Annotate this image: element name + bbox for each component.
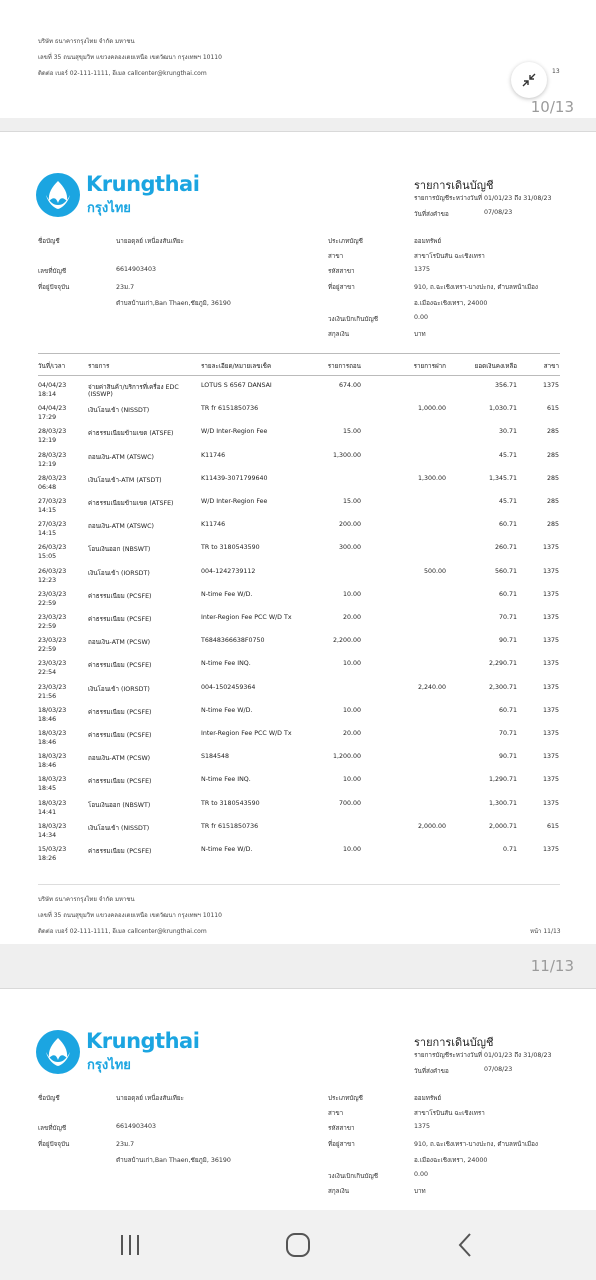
row-branch: 1375 [542, 590, 559, 598]
row-withdrawal: 10.00 [342, 846, 361, 853]
row-withdrawal: 200.00 [338, 521, 361, 529]
address-line1: 23ม.7 [116, 284, 135, 291]
row-branch: 285 [546, 451, 559, 459]
row-detail: TR to 3180543590 [201, 544, 260, 552]
row-balance: 2,000.71 [488, 822, 517, 830]
row-time: 17:29 [38, 414, 57, 422]
row-description: โอนเงินออก (NBSWT) [88, 801, 151, 809]
footer-contact: ติดต่อ เบอร์ 02-111-1111, อีเมล callcenter@krungthai.com [38, 70, 207, 77]
branch-address-label: ที่อยู่สาขา [328, 1141, 355, 1148]
collapse-arrows-icon [511, 62, 547, 98]
row-description: ค่าธรรมเนียม (PCSFE) [88, 778, 152, 786]
branch-address-line1: 910, ถ.ฉะเชิงเทรา-บางปะกง, ตำบลหน้าเมือง [414, 284, 539, 291]
row-withdrawal: 15.00 [342, 428, 361, 436]
row-withdrawal: 700.00 [338, 799, 361, 807]
account-type-value: ออมทรัพย์ [414, 1095, 442, 1102]
row-time: 22:59 [38, 623, 57, 630]
table-header-cell: สาขา [543, 363, 559, 370]
row-detail: TR fr 6151850736 [201, 405, 259, 413]
row-time: 18:46 [38, 715, 57, 723]
branch-code-label: รหัสสาขา [328, 268, 355, 275]
address-line2: ตำบลบ้านเก่า,Ban Thaen,ชัยภูมิ, 36190 [116, 1157, 231, 1164]
row-withdrawal: 10.00 [342, 706, 361, 714]
home-icon [280, 1230, 316, 1260]
logo-text-th: กรุงไทย [87, 1058, 131, 1073]
row-detail: N-time Fee INQ. [201, 660, 251, 668]
row-description: เงินโอนเข้า (IORSDT) [88, 569, 150, 577]
row-withdrawal: 15.00 [342, 498, 361, 505]
logo-text-en: Krungthai [86, 1029, 200, 1053]
statement-title: รายการเดินบัญชี [414, 1036, 494, 1049]
row-branch: 615 [546, 405, 559, 413]
footer-address: เลขที่ 35 ถนนสุขุมวิท แขวงคลองเตยเหนือ เขตวัฒนา กรุงเทพฯ 10110 [38, 912, 222, 919]
overdraft-label: วงเงินเบิกเกินบัญชี [328, 316, 379, 323]
row-balance: 60.71 [498, 706, 517, 714]
row-deposit: 1,000.00 [417, 405, 446, 413]
krungthai-logo-icon [36, 1030, 80, 1074]
row-detail: S184548 [201, 753, 230, 761]
branch-address-line1: 910, ถ.ฉะเชิงเทรา-บางปะกง, ตำบลหน้าเมือง [414, 1141, 539, 1148]
row-balance: 260.71 [494, 544, 517, 552]
row-balance: 60.71 [498, 521, 517, 529]
table-header-cell: รายการฝาก [413, 363, 446, 370]
row-detail: 004-1502459364 [201, 683, 256, 691]
row-time: 14:41 [38, 808, 57, 816]
row-balance: 60.71 [498, 590, 517, 598]
row-detail: TR fr 6151850736 [201, 822, 259, 830]
row-deposit: 500.00 [423, 567, 446, 575]
branch-code-value: 1375 [414, 266, 431, 273]
address-label: ที่อยู่ปัจจุบัน [38, 284, 70, 291]
row-date: 27/03/23 [38, 521, 67, 529]
back-icon [448, 1230, 484, 1260]
row-date: 23/03/23 [38, 614, 67, 621]
row-branch: 1375 [542, 637, 559, 645]
recents-button[interactable] [112, 1230, 148, 1260]
branch-value: สาขาโรบินสัน ฉะเชิงเทรา [414, 1110, 485, 1117]
row-detail: N-time Fee W/D. [201, 846, 253, 853]
row-balance: 1,345.71 [488, 474, 517, 482]
row-withdrawal: 300.00 [338, 544, 361, 552]
home-button[interactable] [280, 1230, 316, 1260]
row-branch: 1375 [542, 544, 559, 552]
row-detail: K11746 [201, 521, 226, 529]
row-withdrawal: 1,200.00 [332, 753, 361, 761]
row-description: ค่าธรรมเนียม (PCSFE) [88, 732, 152, 739]
row-deposit: 1,300.00 [417, 474, 446, 482]
row-withdrawal: 1,300.00 [332, 451, 361, 459]
row-time: 18:46 [38, 739, 57, 746]
issue-date-value: 07/08/23 [484, 209, 513, 216]
row-description: ถอนเงิน-ATM (PCSW) [88, 755, 151, 763]
row-time: 22:59 [38, 646, 57, 654]
row-description: จ่ายค่าสินค้า/บริการที่เครื่อง EDC [88, 384, 179, 391]
page-12 [0, 989, 596, 1210]
account-name-label: ชื่อบัญชี [38, 238, 60, 245]
row-branch: 1375 [542, 706, 559, 714]
row-date: 18/03/23 [38, 706, 67, 714]
branch-address-line2: อ.เมืองฉะเชิงเทรา, 24000 [414, 300, 488, 307]
row-time: 14:34 [38, 831, 57, 839]
row-balance: 45.71 [498, 498, 517, 505]
row-branch: 1375 [542, 567, 559, 575]
row-detail: N-time Fee W/D. [201, 590, 253, 598]
branch-label: สาขา [328, 253, 344, 260]
row-date: 04/04/23 [38, 405, 67, 413]
overdraft-label: วงเงินเบิกเกินบัญชี [328, 1173, 379, 1180]
row-withdrawal: 10.00 [342, 660, 361, 668]
row-balance: 70.71 [498, 614, 517, 621]
row-withdrawal: 2,200.00 [332, 637, 361, 645]
account-name-value: นายอดุลย์ เหนื่องสันเทียะ [116, 238, 184, 245]
account-type-label: ประเภทบัญชี [328, 1095, 363, 1102]
row-date: 18/03/23 [38, 776, 67, 784]
row-branch: 285 [546, 428, 559, 436]
branch-code-value: 1375 [414, 1123, 431, 1130]
row-description: เงินโอนเข้า-ATM (ATSDT) [88, 476, 162, 484]
row-description: ค่าธรรมเนียม (PCSFE) [88, 592, 152, 600]
row-branch: 1375 [542, 753, 559, 761]
row-date: 23/03/23 [38, 660, 67, 668]
row-date: 18/03/23 [38, 822, 67, 830]
account-type-value: ออมทรัพย์ [414, 238, 442, 245]
row-balance: 70.71 [498, 730, 517, 737]
row-description: ถอนเงิน-ATM (PCSW) [88, 639, 151, 647]
row-branch: 1375 [542, 730, 559, 737]
logo-text-en: Krungthai [86, 172, 200, 196]
row-description: ถอนเงิน-ATM (ATSWC) [88, 453, 154, 461]
row-deposit: 2,240.00 [417, 683, 446, 691]
row-date: 23/03/23 [38, 590, 67, 598]
row-branch: 285 [546, 498, 559, 505]
row-branch: 615 [546, 822, 559, 830]
row-date: 18/03/23 [38, 753, 67, 761]
row-description: โอนเงินออก (NBSWT) [88, 546, 151, 554]
row-balance: 0.71 [502, 846, 517, 853]
row-withdrawal: 10.00 [342, 776, 361, 784]
row-balance: 1,290.71 [488, 776, 517, 784]
row-detail: N-time Fee W/D. [201, 706, 253, 714]
branch-address-line2: อ.เมืองฉะเชิงเทรา, 24000 [414, 1157, 488, 1164]
row-branch: 285 [546, 474, 559, 482]
address-label: ที่อยู่ปัจจุบัน [38, 1141, 70, 1148]
page-indicator-10: 10/13 [530, 98, 574, 116]
row-deposit: 2,000.00 [417, 822, 446, 830]
row-withdrawal: 20.00 [342, 614, 361, 621]
row-time: 15:05 [38, 553, 57, 561]
row-balance: 1,300.71 [488, 799, 517, 807]
branch-address-label: ที่อยู่สาขา [328, 284, 355, 291]
row-branch: 1375 [542, 799, 559, 807]
address-line2: ตำบลบ้านเก่า,Ban Thaen,ชัยภูมิ, 36190 [116, 300, 231, 307]
row-date: 28/03/23 [38, 451, 67, 459]
row-description: ค่าธรรมเนียมข้ามเขต (ATSFE) [88, 430, 174, 438]
row-withdrawal: 10.00 [342, 590, 361, 598]
footer-page-mark: 13 [552, 68, 560, 75]
row-balance: 45.71 [498, 451, 517, 459]
row-withdrawal: 674.00 [338, 382, 361, 389]
row-detail: K11746 [201, 451, 226, 459]
account-name-label: ชื่อบัญชี [38, 1095, 60, 1102]
row-balance: 356.71 [494, 382, 517, 389]
footer-company: บริษัท ธนาคารกรุงไทย จำกัด มหาชน [38, 896, 135, 903]
row-time: 18:14 [38, 391, 57, 398]
collapse-button[interactable] [511, 62, 547, 98]
row-date: 26/03/23 [38, 567, 67, 575]
address-line1: 23ม.7 [116, 1141, 135, 1148]
row-detail: K11439-3071799640 [201, 474, 268, 482]
page-11 [0, 132, 596, 944]
currency-label: สกุลเงิน [328, 331, 350, 338]
table-header-cell: รายการถอน [327, 363, 361, 370]
row-detail: Inter-Region Fee PCC W/D Tx [201, 730, 292, 737]
page-indicator-11: 11/13 [530, 957, 574, 975]
account-number-label: เลขที่บัญชี [38, 268, 67, 275]
row-date: 23/03/23 [38, 683, 67, 691]
footer-contact: ติดต่อ เบอร์ 02-111-1111, อีเมล callcenter@krungthai.com [38, 928, 207, 935]
row-time: 22:54 [38, 669, 57, 677]
row-description: เงินโอนเข้า (NISSDT) [88, 407, 150, 415]
row-time: 18:46 [38, 762, 57, 770]
currency-value: บาท [414, 1188, 426, 1195]
row-date: 18/03/23 [38, 799, 67, 807]
row-description-extra: (ISSWP) [88, 391, 113, 398]
row-detail: 004-1242739112 [201, 567, 256, 575]
row-detail: T6848366638F0750 [201, 637, 265, 645]
branch-label: สาขา [328, 1110, 344, 1117]
row-branch: 1375 [542, 382, 559, 389]
statement-title: รายการเดินบัญชี [414, 179, 494, 192]
footer-address: เลขที่ 35 ถนนสุขุมวิท แขวงคลองเตยเหนือ เขตวัฒนา กรุงเทพฯ 10110 [38, 54, 222, 61]
row-description: เงินโอนเข้า (NISSDT) [88, 824, 150, 832]
row-date: 15/03/23 [38, 846, 67, 853]
krungthai-logo-icon [36, 173, 80, 217]
issue-date-label: วันที่ส่งคำขอ [414, 211, 449, 218]
row-detail: W/D Inter-Region Fee [201, 428, 268, 436]
row-detail: W/D Inter-Region Fee [201, 498, 268, 505]
row-balance: 2,290.71 [488, 660, 517, 668]
system-nav-bar [0, 1210, 596, 1280]
recents-icon [112, 1230, 148, 1260]
row-branch: 1375 [542, 776, 559, 784]
account-number-value: 6614903403 [116, 1123, 157, 1130]
row-time: 22:59 [38, 599, 57, 607]
back-button[interactable] [448, 1230, 484, 1260]
statement-period: รายการบัญชีระหว่างวันที่ 01/01/23 ถึง 31/08/23 [414, 1052, 552, 1059]
branch-value: สาขาโรบินสัน ฉะเชิงเทรา [414, 253, 485, 260]
branch-code-label: รหัสสาขา [328, 1125, 355, 1132]
row-detail: TR to 3180543590 [201, 799, 260, 807]
row-date: 26/03/23 [38, 544, 67, 552]
issue-date-value: 07/08/23 [484, 1066, 513, 1073]
row-time: 21:56 [38, 692, 57, 700]
account-number-label: เลขที่บัญชี [38, 1125, 67, 1132]
row-detail: LOTUS S 6567 DANSAI [201, 382, 272, 389]
row-date: 18/03/23 [38, 730, 67, 737]
row-description: ค่าธรรมเนียม (PCSFE) [88, 662, 152, 670]
row-date: 28/03/23 [38, 428, 67, 436]
overdraft-value: 0.00 [414, 314, 429, 321]
row-branch: 1375 [542, 660, 559, 668]
row-time: 12:19 [38, 437, 57, 445]
statement-period: รายการบัญชีระหว่างวันที่ 01/01/23 ถึง 31/08/23 [414, 195, 552, 202]
table-header-cell: ยอดเงินคงเหลือ [474, 363, 517, 370]
row-balance: 2,300.71 [488, 683, 517, 691]
logo-text-th: กรุงไทย [87, 201, 131, 216]
row-detail: N-time Fee INQ. [201, 776, 251, 784]
page-10-tail [0, 0, 596, 118]
row-time: 12:23 [38, 576, 57, 584]
row-date: 28/03/23 [38, 474, 67, 482]
row-branch: 1375 [542, 614, 559, 621]
footer-company: บริษัท ธนาคารกรุงไทย จำกัด มหาชน [38, 38, 135, 45]
row-date: 04/04/23 [38, 382, 67, 389]
row-balance: 90.71 [498, 637, 517, 645]
row-time: 18:45 [38, 785, 57, 793]
overdraft-value: 0.00 [414, 1171, 429, 1178]
footer-page-mark: หน้า 11/13 [530, 928, 561, 935]
row-balance: 560.71 [494, 567, 517, 575]
row-time: 14:15 [38, 507, 57, 514]
row-balance: 30.71 [498, 428, 517, 436]
row-branch: 1375 [542, 846, 559, 853]
table-header-cell: รายการ [88, 363, 110, 370]
table-header-cell: รายละเอียด/หมายเลขเช็ค [201, 363, 272, 370]
row-description: ค่าธรรมเนียม (PCSFE) [88, 616, 152, 623]
table-header-cell: วันที่/เวลา [38, 363, 66, 370]
currency-value: บาท [414, 331, 426, 338]
row-time: 06:48 [38, 483, 57, 491]
row-date: 23/03/23 [38, 637, 67, 645]
account-number-value: 6614903403 [116, 266, 157, 273]
issue-date-label: วันที่ส่งคำขอ [414, 1068, 449, 1075]
row-balance: 90.71 [498, 753, 517, 761]
account-type-label: ประเภทบัญชี [328, 238, 363, 245]
row-description: ค่าธรรมเนียม (PCSFE) [88, 708, 152, 716]
row-branch: 1375 [542, 683, 559, 691]
row-date: 27/03/23 [38, 498, 67, 505]
currency-label: สกุลเงิน [328, 1188, 350, 1195]
row-time: 12:19 [38, 460, 57, 468]
row-description: ค่าธรรมเนียมข้ามเขต (ATSFE) [88, 500, 174, 507]
account-name-value: นายอดุลย์ เหนื่องสันเทียะ [116, 1095, 184, 1102]
row-description: ถอนเงิน-ATM (ATSWC) [88, 523, 154, 531]
row-time: 14:15 [38, 530, 57, 538]
row-detail: Inter-Region Fee PCC W/D Tx [201, 614, 292, 621]
row-branch: 285 [546, 521, 559, 529]
row-description: ค่าธรรมเนียม (PCSFE) [88, 848, 152, 855]
row-time: 18:26 [38, 855, 57, 862]
row-balance: 1,030.71 [488, 405, 517, 413]
row-withdrawal: 20.00 [342, 730, 361, 737]
row-description: เงินโอนเข้า (IORSDT) [88, 685, 150, 693]
